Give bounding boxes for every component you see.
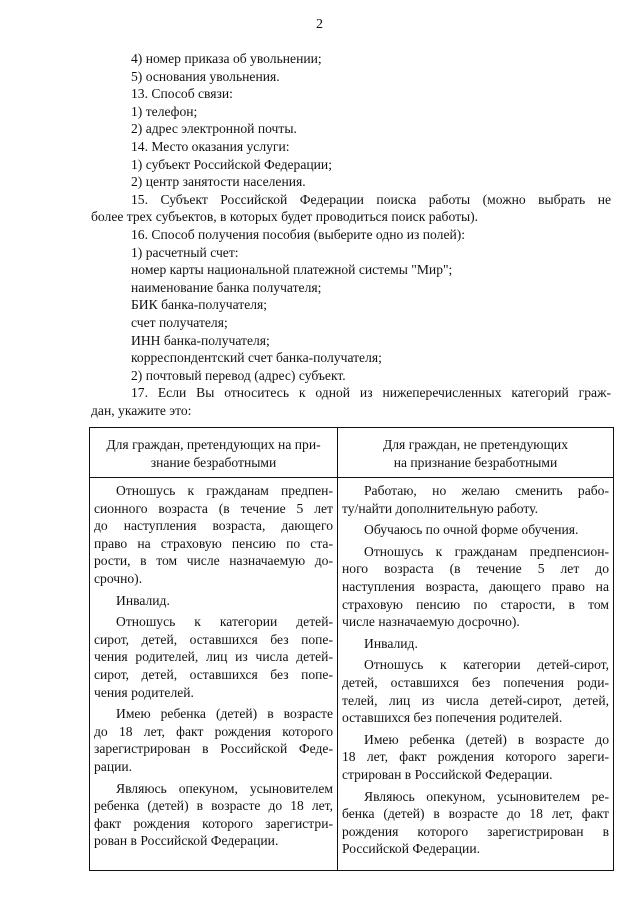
body-line: наименование банка получателя; (131, 279, 322, 295)
body-line: 1) телефон; (131, 103, 198, 119)
body-line: 15. Субъект Российской Федерации поиска работы (можно выбрать не (131, 191, 611, 207)
body-line: счет получателя; (131, 314, 228, 330)
category-line: Российской Федерации. (342, 841, 480, 857)
category-line: сионного возраста (в течение 5 лет (94, 500, 333, 516)
category-line: телей, лиц из числа детей-сирот, детей, (342, 692, 609, 708)
body-line: 16. Способ получения пособия (выберите одно из полей): (131, 226, 466, 242)
category-item (342, 543, 609, 631)
header-cell-unemployed (90, 428, 338, 478)
body-line: ИНН банка-получателя; (131, 332, 270, 348)
category-line: Отношусь к гражданам предпенсион- (364, 543, 609, 559)
category-item (94, 613, 333, 701)
category-line: Отношусь к категории детей- (116, 614, 333, 630)
category-line: числе назначаемую досрочно). (342, 614, 520, 630)
category-line: право на страховую пенсию по ста- (94, 535, 333, 551)
category-line: бенка (детей) в возрасте до 18 лет, факт (342, 806, 609, 822)
category-line: до наступления возраста, дающего (94, 518, 333, 534)
category-line: рован в Российской Федерации. (94, 833, 279, 849)
category-item (94, 592, 333, 610)
category-line: сирот, детей, оставшихся без попе- (94, 631, 333, 647)
category-line: факт рождения которого зарегистри- (94, 815, 333, 831)
category-item (342, 482, 609, 517)
body-line: 17. Если Вы относитесь к одной из нижеперечисленных категорий граж- (131, 385, 611, 401)
categories-table (89, 427, 614, 871)
header-line: на признание безработными (393, 454, 558, 470)
category-line: ребенка (детей) в возрасте до 18 лет, (94, 798, 333, 814)
category-line: сирот, детей, оставшихся без попе- (94, 666, 333, 682)
category-line: рождения которого зарегистрирован в (342, 823, 609, 839)
category-item (342, 635, 609, 653)
category-line: чения родителей, лиц из числа детей- (94, 649, 333, 665)
table-header-row (90, 428, 614, 478)
header-cell-not-unemployed (338, 428, 614, 478)
category-item (342, 656, 609, 726)
body-line: 2) центр занятости населения. (131, 174, 306, 190)
body-line: БИК банка-получателя; (131, 297, 268, 313)
category-line: Работаю, но желаю сменить рабо- (364, 483, 609, 498)
header-line: Для граждан, претендующих на при- (106, 437, 321, 452)
body-line: дан, укажите это: (91, 402, 192, 418)
body-line: корреспондентский счет банка-получателя; (131, 350, 382, 366)
category-line: Являюсь опекуном, усыновителем (116, 780, 333, 796)
table-body-row (90, 478, 614, 871)
category-line: наступления возраста, дающего право на (342, 578, 609, 594)
category-line: зарегистрирован в Российской Феде- (94, 741, 333, 757)
category-item (94, 780, 333, 850)
category-item (94, 482, 333, 588)
category-item (342, 731, 609, 784)
body-line: 5) основания увольнения. (131, 68, 280, 84)
category-line: чения родителей. (94, 684, 194, 700)
header-line: Для граждан, не претендующих (383, 437, 568, 452)
category-line: Обучаюсь по очной форме обучения. (364, 522, 579, 538)
header-line: знание безработными (150, 454, 277, 470)
page-number: 2 (316, 17, 323, 32)
category-line: стрирован в Российской Федерации. (342, 766, 553, 782)
body-line: 2) адрес электронной почты. (131, 121, 297, 137)
body-line: 1) субъект Российской Федерации; (131, 156, 332, 172)
category-item (342, 521, 609, 539)
category-line: Инвалид. (116, 592, 170, 608)
category-line: Имею ребенка (детей) в возрасте (116, 706, 333, 722)
categories-cell-unemployed (90, 478, 338, 871)
category-line: Инвалид. (364, 635, 418, 651)
category-line: ту/найти дополнительную работу. (342, 500, 539, 516)
body-line: 14. Место оказания услуги: (131, 138, 290, 154)
category-item (94, 705, 333, 775)
category-line: Отношусь к гражданам предпен- (116, 483, 333, 498)
category-line: страховую пенсию по старости, в том (342, 596, 609, 612)
category-line: 18 лет, факт рождения которого зареги- (342, 749, 609, 765)
body-line: 4) номер приказа об увольнении; (131, 51, 322, 66)
category-line: до 18 лет, факт рождения которого (94, 723, 333, 739)
categories-cell-not-unemployed (338, 478, 614, 871)
body-line: 13. Способ связи: (131, 86, 233, 102)
body-line: 2) почтовый перевод (адрес) субъект. (131, 367, 346, 383)
category-line: ного возраста (в течение 5 лет до (342, 561, 609, 577)
category-line: оставшихся без попечения родителей. (342, 710, 563, 726)
body-line: номер карты национальной платежной системы "Мир"; (131, 262, 453, 278)
document-body (91, 50, 611, 419)
category-item (342, 788, 609, 858)
category-line: Отношусь к категории детей-сирот, (364, 657, 609, 673)
category-line: детей, оставшихся без попечения роди- (342, 674, 609, 690)
category-line: рости, в том числе назначаемую до- (94, 553, 333, 569)
category-line: срочно). (94, 570, 143, 586)
category-line: Имею ребенка (детей) в возрасте до (364, 731, 609, 747)
category-line: Являюсь опекуном, усыновителем ре- (364, 788, 609, 804)
category-line: рации. (94, 758, 133, 774)
body-line: 1) расчетный счет: (131, 244, 239, 260)
body-line: более трех субъектов, в которых будет проводиться поиск работы). (91, 209, 479, 225)
